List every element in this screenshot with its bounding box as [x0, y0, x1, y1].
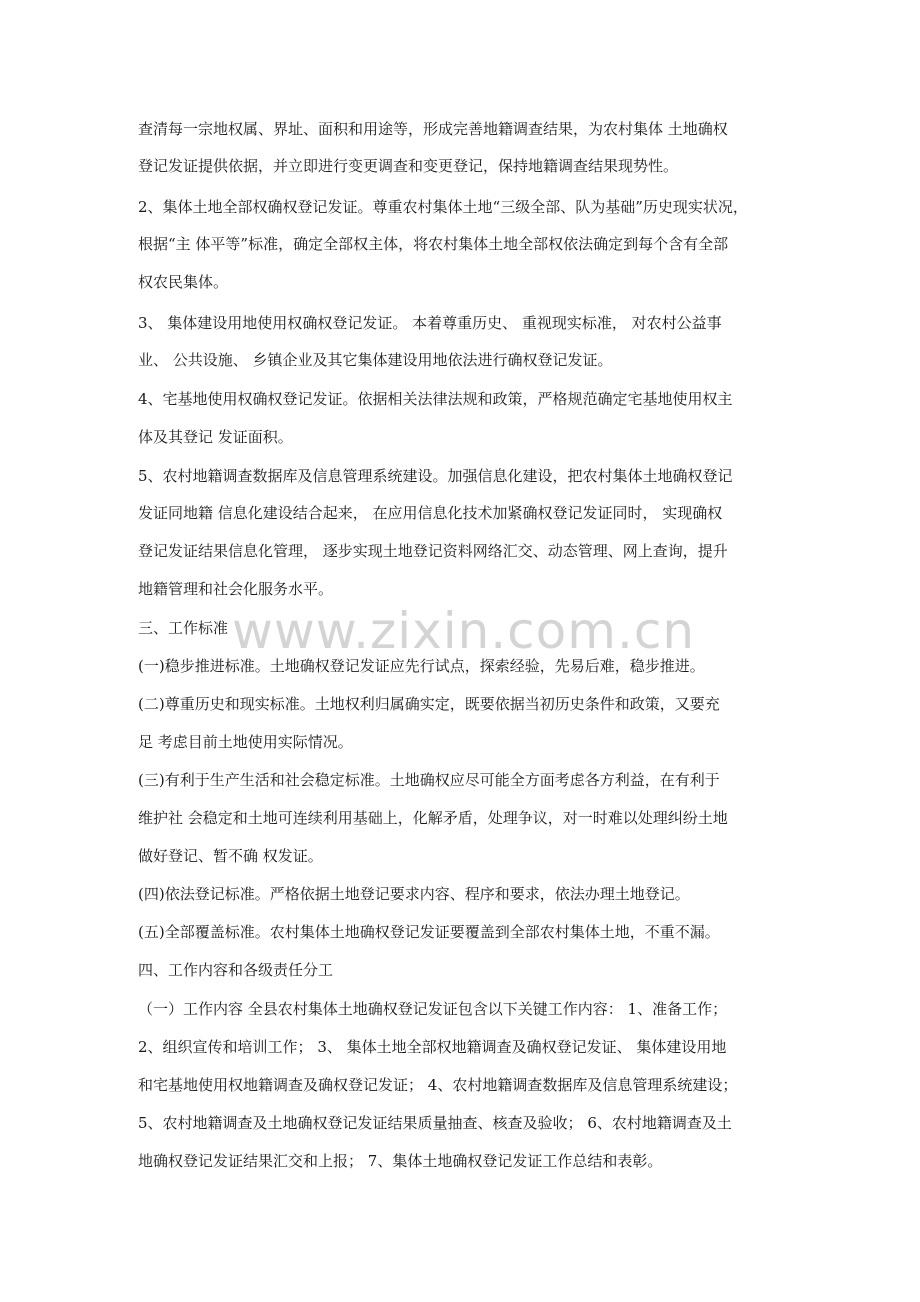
line-5: 权农民集体。	[138, 273, 229, 291]
line-19: 维护社 会稳定和土地可连续利用基础上，化解矛盾，处理争议，对一时难以处理纠纷土地	[138, 809, 728, 827]
line-3: 2、集体土地全部权确权登记发证。尊重农村集体土地“三级全部、队为基础”历史现实状况，	[138, 198, 748, 216]
line-27: 5、农村地籍调查及土地确权登记发证结果质量抽查、核查及验收； 6、农村地籍调查及土	[138, 1114, 732, 1132]
line-22: (五)全部覆盖标准。农村集体土地确权登记发证要覆盖到全部农村集体土地，不重不漏。	[138, 923, 720, 941]
line-17: 足 考虑目前土地使用实际情况。	[138, 733, 353, 751]
line-10: 5、农村地籍调查数据库及信息管理系统建设。加强信息化建设，把农村集体土地确权登记	[138, 467, 733, 485]
line-16: (二)尊重历史和现实标准。土地权利归属确实定，既要依据当初历史条件和政策，又要充	[138, 695, 720, 713]
line-14: 三、工作标准	[138, 619, 229, 637]
line-23: 四、工作内容和各级责任分工	[138, 961, 334, 979]
line-6: 3、 集体建设用地使用权确权登记发证。 本着尊重历史、 重视现实标准， 对农村公益事	[138, 314, 722, 332]
line-12: 登记发证结果信息化管理， 逐步实现土地登记资料网络汇交、动态管理、网上查询，提升	[138, 542, 728, 560]
line-20: 做好登记、暂不确 权发证。	[138, 847, 323, 865]
line-4: 根据“主 体平等”标准，确定全部权主体，将农村集体土地全部权依法确定到每个含有全部	[138, 235, 729, 253]
line-9: 体及其登记 发证面积。	[138, 428, 293, 446]
line-13: 地籍管理和社会化服务水平。	[138, 580, 334, 598]
line-7: 业、 公共设施、 乡镇企业及其它集体建设用地依法进行确权登记发证。	[138, 351, 613, 369]
line-26: 和宅基地使用权地籍调查及确权登记发证； 4、农村地籍调查数据库及信息管理系统建设；	[138, 1076, 738, 1094]
line-28: 地确权登记发证结果汇交和上报； 7、集体土地确权登记发证工作总结和表彰。	[138, 1152, 663, 1170]
line-21: (四)依法登记标准。严格依据土地登记要求内容、程序和要求，依法办理土地登记。	[138, 885, 690, 903]
line-8: 4、宅基地使用权确权登记发证。依据相关法律法规和政策，严格规范确定宅基地使用权主	[138, 390, 733, 408]
line-24: （一）工作内容 全县农村集体土地确权登记发证包含以下关键工作内容： 1、准备工作；	[138, 1000, 728, 1018]
line-25: 2、组织宣传和培训工作； 3、 集体土地全部权地籍调查及确权登记发证、 集体建设用地	[138, 1038, 727, 1056]
watermark-text: www.zixin.com.cn	[232, 602, 696, 660]
line-11: 发证同地籍 信息化建设结合起来， 在应用信息化技术加紧确权登记发证同时， 实现确权	[138, 504, 723, 522]
line-1: 查清每一宗地权属、界址、面积和用途等，形成完善地籍调查结果，为农村集体 土地确权	[138, 120, 728, 138]
line-15: (一)稳步推进标准。土地确权登记发证应先行试点，探索经验，先易后难，稳步推进。	[138, 657, 705, 675]
line-2: 登记发证提供依据，并立即进行变更调查和变更登记，保持地籍调查结果现势性。	[138, 157, 679, 175]
line-18: (三)有利于生产生活和社会稳定标准。土地确权应尽可能全方面考虑各方利益，在有利于	[138, 771, 720, 789]
